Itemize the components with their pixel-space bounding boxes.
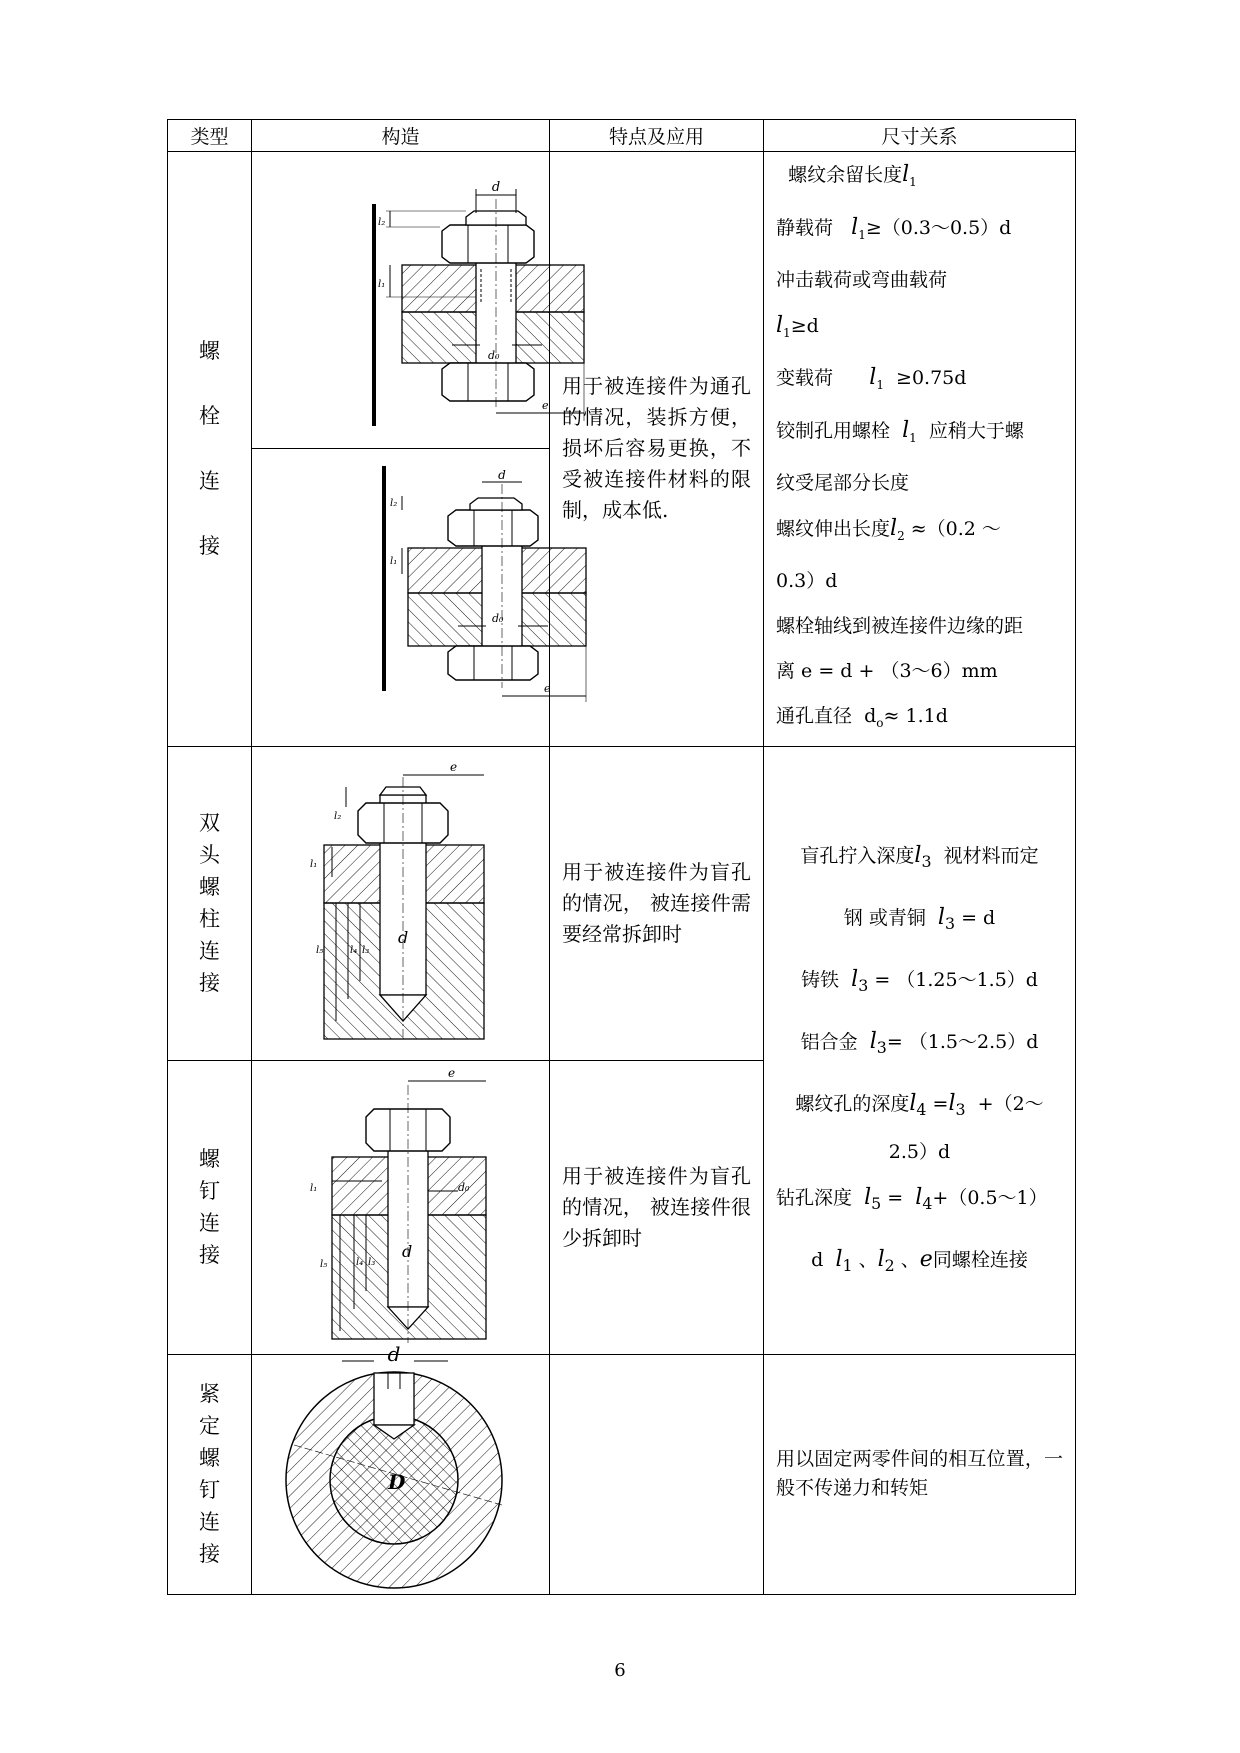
label-l1: l₁ [310,859,318,871]
alu-label: 铝合金 [800,1030,858,1053]
l4-sub: 4 [916,1099,927,1119]
blind-label: 盲孔拧入深度 [800,844,915,867]
steel-label: 钢 或青铜 [843,906,926,929]
type-stud-char: 连 [199,939,220,964]
impact-label: 冲击载荷或弯曲载荷 [776,268,948,291]
type-screw-char: 连 [199,1211,220,1236]
label-l1: l₁ [390,556,398,568]
header-features: 特点及应用 [550,120,764,152]
label-l4: l₄ [350,945,358,957]
type-set-screw-char: 紧 [199,1382,220,1407]
thread-val-a: +（2～ [977,1092,1044,1115]
type-set-screw-char: 接 [199,1542,220,1567]
hole-sub: o [876,715,884,730]
header-row [168,120,1076,152]
l3-sub: 3 [921,851,932,871]
page-number: 6 [614,1660,626,1681]
label-l1: l₁ [378,279,386,291]
label-e: e [450,760,458,775]
thread-label: 螺纹孔的深度 [795,1092,910,1115]
row-bolt [168,152,1076,449]
l3-symbol: l [948,1090,956,1116]
reamed-text-a: 应稍大于螺 [928,420,1024,443]
reamed-text-b: 纹受尾部分长度 [776,471,910,494]
type-stud-char: 接 [199,971,220,996]
type-set-screw-char: 定 [199,1414,220,1439]
label-d: d [491,180,501,196]
protrude-label: 螺纹伸出长度 [776,517,891,540]
type-stud-char: 柱 [199,907,220,932]
label-e: e [544,682,551,696]
type-bolt-char: 连 [199,468,220,493]
figure-set-screw [252,1342,550,1594]
reamed-label: 铰制孔用螺栓 [776,420,891,443]
hole-label: 通孔直径 [776,704,853,727]
l5-symbol: l [864,1185,872,1211]
type-stud-char: 头 [199,843,220,868]
figure-bolt-1 [252,152,550,449]
dims-set-screw: 用以固定两零件间的相互位置，一般不传递力和转矩 [764,1354,1076,1594]
l3-symbol: l [869,1028,877,1054]
l1-sub: 1 [842,1256,853,1276]
impact-val: ≥d [790,314,819,337]
bolt-drawing-2 [252,466,550,728]
static-label: 静载荷 [776,216,834,239]
label-d0: d₀ [458,1181,470,1195]
drill-label: 钻孔深度 [776,1187,853,1210]
label-d: d [402,1242,413,1262]
dims-bolt [764,152,1076,747]
type-bolt [168,152,252,747]
row-set-screw [168,1354,1076,1594]
header-structure: 构造 [252,120,550,152]
type-set-screw [168,1354,252,1594]
features-bolt: 用于被连接件为通孔的情况，装拆方便，损坏后容易更换，不受被连接件材料的限制，成本低. [550,152,764,747]
iron-val: = （1.25～1.5）d [874,968,1038,991]
label-l3: l₃ [368,1257,376,1269]
l1-sub: 1 [909,174,917,189]
type-bolt-char: 栓 [199,403,220,428]
label-d0: d₀ [488,349,500,363]
static-val: ≥（0.3～0.5）d [865,216,1012,239]
e-symbol: e [919,1247,933,1273]
tail-text: 同螺栓连接 [932,1249,1028,1272]
l3-sub: 3 [858,975,869,995]
type-set-screw-char: 螺 [199,1446,220,1471]
l1-sub: 1 [783,325,791,340]
iron-label: 铸铁 [801,968,840,991]
label-l1: l₁ [310,1183,318,1195]
type-stud-char: 双 [199,811,220,836]
alu-val: = （1.5～2.5）d [886,1030,1039,1053]
l4-symbol: l [909,1090,917,1116]
label-e: e [542,399,549,413]
dims-stud-screw: 盲孔拧入深度$l_3$ 视材料而定 钢 或青铜 $l_3 = d$ 铸铁 $l_3$ = （1.25～1.5）d 铝合金 $l_3=$ （1.5～2.5）d 螺纹孔的深度$l_4 =l_3$ +（2～ 2.5）d 钻孔深度 $l_5$ = $l_4+(0.5\sim 1)$ d $l_1$ 、$l_2$ 、e同螺栓连接 [764,746,1076,1354]
label-l4: l₄ [356,1257,364,1269]
variable-val: ≥0.75d [896,367,967,390]
protrude-val-a: ≈（0.2 ～ [910,517,1001,540]
edge-a: 螺栓轴线到被连接件边缘的距 [776,614,1024,637]
set-screw-drawing [252,1342,550,1593]
label-d0: d₀ [492,612,504,626]
features-stud: 用于被连接件为盲孔的情况， 被连接件需要经常拆卸时 [550,746,764,1060]
remain-label: 螺纹余留长度 [788,164,903,186]
l3-sub: 3 [876,1037,887,1057]
l2-symbol: l [890,515,898,541]
fastener-table [167,119,1076,1595]
l1-symbol: l [902,162,910,187]
l1-symbol: l [851,214,859,240]
label-D: D [388,1470,406,1495]
blind-val: 视材料而定 [943,844,1039,867]
label-l2: l₂ [390,498,398,510]
l1-symbol: l [902,418,910,444]
label-d: d [387,1342,401,1367]
l1-symbol: l [835,1247,843,1273]
l5-sub: 5 [871,1194,882,1214]
label-l5: l₅ [320,1259,328,1271]
label-l3: l₃ [362,945,370,957]
type-set-screw-char: 连 [199,1510,220,1535]
features-set-screw [550,1354,764,1594]
figure-stud [252,746,550,1060]
header-dimensions: 尺寸关系 [764,120,1076,152]
edge-b: 离 e = d + （3～6）mm [776,659,998,682]
bolt-drawing-1 [252,169,550,431]
l1-symbol: l [869,365,877,391]
l4-symbol: l [915,1185,923,1211]
screw-drawing [252,1061,550,1353]
features-screw: 用于被连接件为盲孔的情况， 被连接件很少拆卸时 [550,1060,764,1354]
type-stud [168,746,252,1060]
variable-label: 变载荷 [776,367,834,390]
l3-symbol: l [914,842,922,868]
tail-d: d [811,1249,824,1272]
l2-sub: 2 [884,1256,895,1276]
l3-sub: 3 [944,913,956,933]
drill-val: +（0.5～1） [932,1187,1048,1210]
figure-screw [252,1060,550,1354]
label-l2: l₂ [334,811,342,823]
hole-val: ≈ 1.1d [883,704,948,727]
label-l5: l₅ [316,945,324,957]
steel-val: = d [961,906,996,929]
type-set-screw-char: 钉 [199,1478,220,1503]
l2-symbol: l [877,1247,885,1273]
figure-bolt-2 [252,449,550,746]
type-bolt-char: 螺 [199,338,220,363]
l1-sub: 1 [858,227,866,242]
thread-val-b: 2.5）d [888,1140,951,1163]
type-screw-char: 钉 [199,1179,220,1204]
label-e: e [448,1066,456,1081]
type-screw-char: 接 [199,1243,220,1268]
row-stud [168,746,1076,1060]
l3-sub: 3 [955,1099,966,1119]
type-screw [168,1060,252,1354]
l1-sub: 1 [876,378,884,393]
stud-drawing [252,747,550,1059]
l4-sub: 4 [922,1194,933,1214]
l1-symbol: l [776,312,784,338]
l1-sub: 1 [909,430,917,445]
label-d: d [498,468,506,483]
label-l2: l₂ [378,217,386,229]
label-d: d [398,928,409,948]
l2-sub: 2 [897,528,905,543]
type-screw-char: 螺 [199,1147,220,1172]
type-stud-char: 螺 [199,875,220,900]
type-bolt-char: 接 [199,533,220,558]
l3-symbol: l [851,966,859,992]
l3-symbol: l [937,904,945,930]
header-type: 类型 [168,120,252,152]
protrude-val-b: 0.3）d [776,569,838,592]
hole-symbol: d [864,704,877,727]
